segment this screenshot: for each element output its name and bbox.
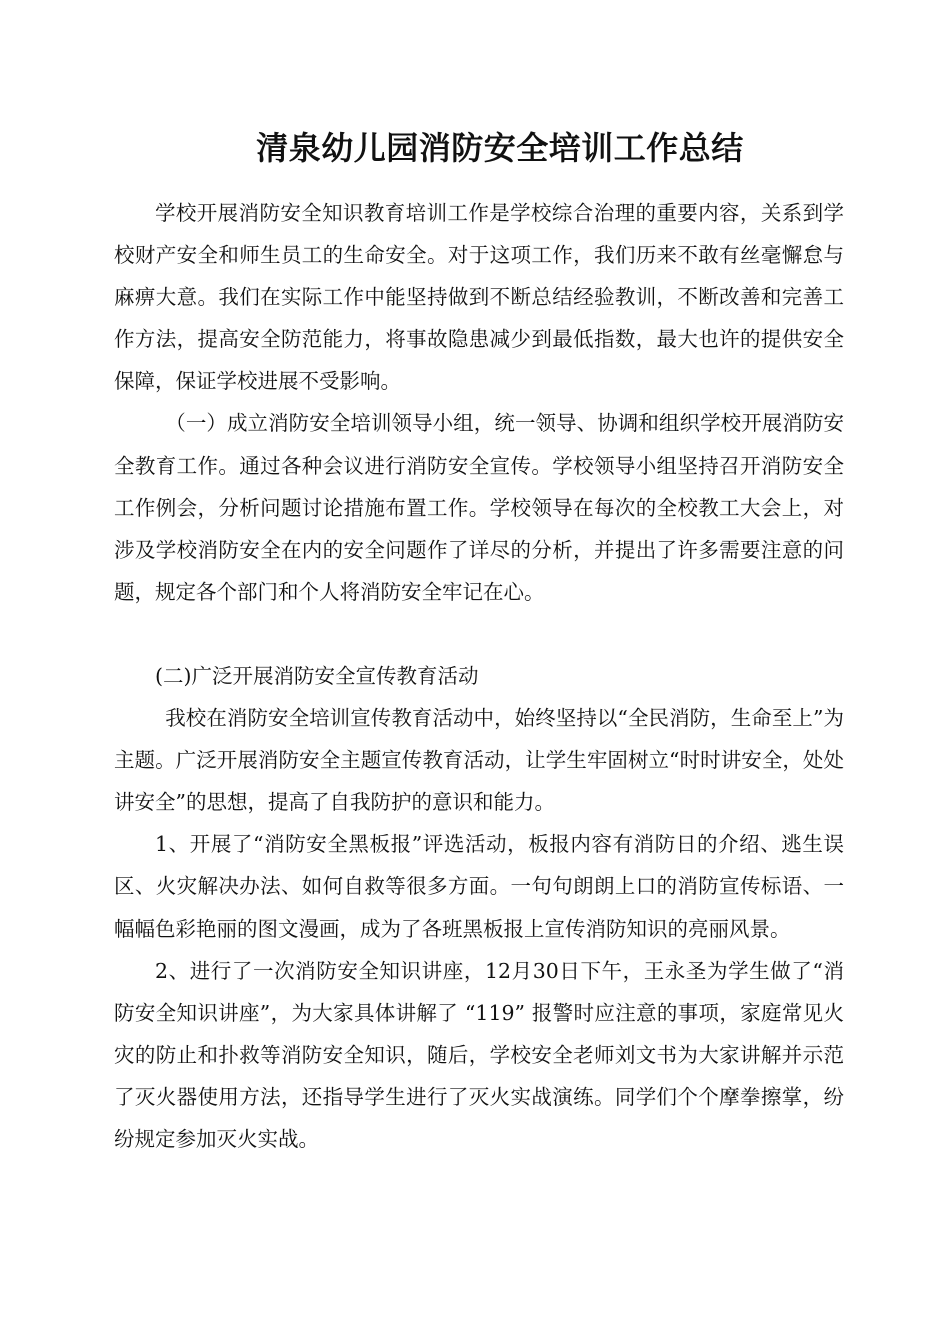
paragraph-intro: 学校开展消防安全知识教育培训工作是学校综合治理的重要内容，关系到学校财产安全和师生员工的生命安全。对于这项工作，我们历来不敢有丝毫懈怠与麻痹大意。我们在实际工作中能坚持做到不断总结经验教训，不断改善和完善工作方法，提高安全防范能力，将事故隐患减少到最低指数，最大也许的提供安全保障，保证学校进展不受影响。 — [114, 201, 844, 394]
paragraph-section-one: （一）成立消防安全培训领导小组，统一领导、协调和组织学校开展消防安全教育工作。通过各种会议进行消防安全宣传。学校领导小组坚持召开消防安全工作例会，分析问题讨论措施布置工作。学校领导在每次的全校教工大会上，对涉及学校消防安全在内的安全问题作了详尽的分析，并提出了许多需要注意的问题，规定各个部门和个人将消防安全牢记在心。 — [114, 411, 844, 604]
section-heading-two: (二)广泛开展消防安全宣传教育活动 — [155, 663, 479, 688]
document-body — [114, 192, 844, 1160]
paragraph-item-one: 1、开展了“消防安全黑板报”评选活动，板报内容有消防日的介绍、逃生误区、火灾解决办法、如何自救等很多方面。一句句朗朗上口的消防宣传标语、一幅幅色彩艳丽的图文漫画，成为了各班黑板报上宣传消防知识的亮丽风景。 — [114, 832, 844, 941]
paragraph-item-two: 2、进行了一次消防安全知识讲座，12月30日下午，王永圣为学生做了“消防安全知识讲座”，为大家具体讲解了 “119” 报警时应注意的事项，家庭常见火灾的防止和扑救等消防安全知识，随后，学校安全老师刘文书为大家讲解并示范了灭火器使用方法，还指导学生进行了灭火实战演练。同学们个个摩拳擦掌，纷纷规定参加灭火实战。 — [114, 958, 844, 1151]
paragraph-section-two-intro: 我校在消防安全培训宣传教育活动中，始终坚持以“全民消防，生命至上”为主题。广泛开展消防安全主题宣传教育活动，让学生牢固树立“时时讲安全，处处讲安全”的思想，提高了自我防护的意识和能力。 — [114, 706, 844, 815]
document-title: 清泉幼儿园消防安全培训工作总结 — [256, 129, 744, 167]
